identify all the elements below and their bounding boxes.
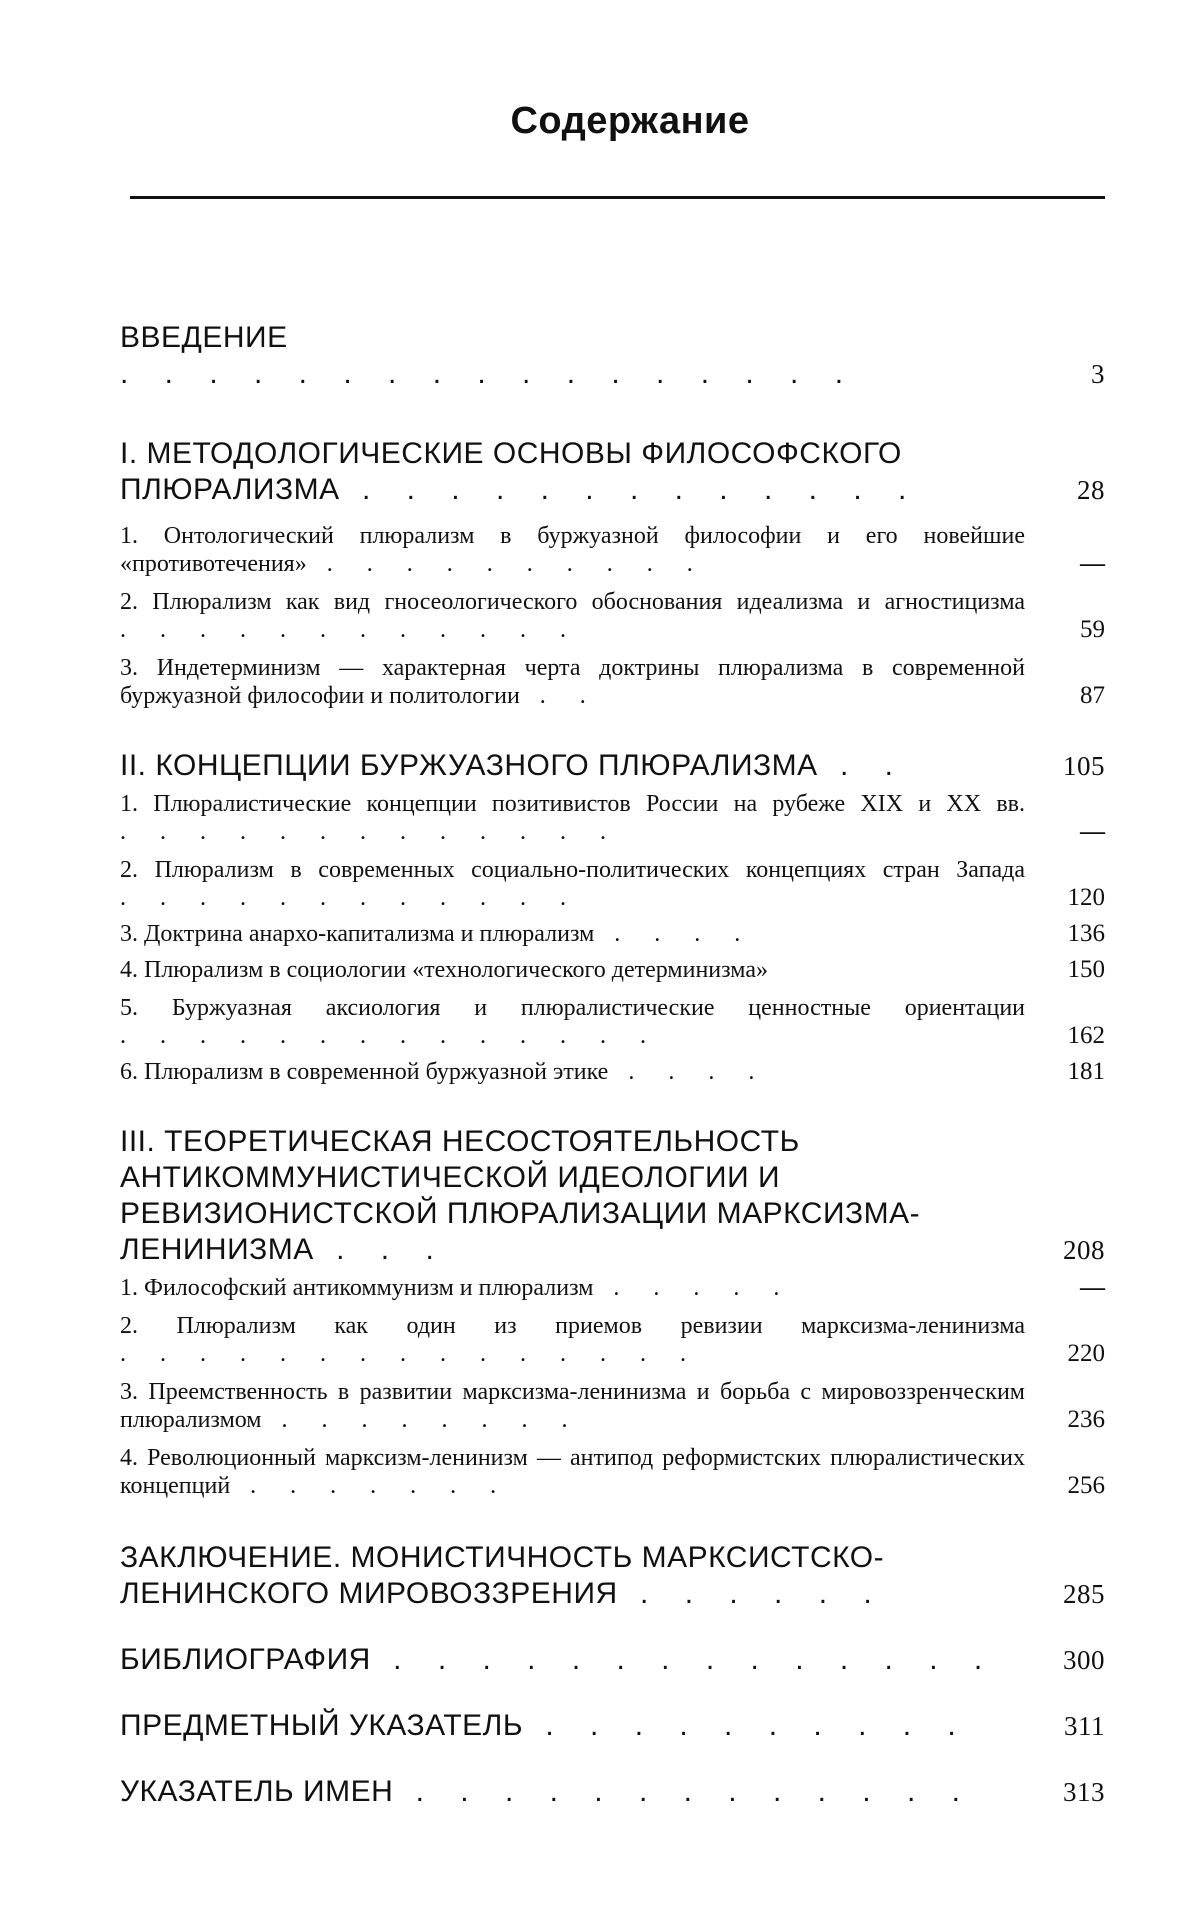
toc-page-number: — [1080,818,1105,845]
dot-leader: . . . . . . . . . . . . [120,617,580,643]
toc-page-number: 136 [1067,920,1105,947]
toc-part-3 [120,1124,1105,1268]
toc-chapter [120,1274,1105,1302]
toc-chapter-label: 3. Доктрина анархо-капитализма и плюрализм [120,921,595,947]
toc-chapter-label: 5. Буржуазная аксиология и плюралистические ценностные ориентации [120,995,1025,1021]
toc-page-number: 256 [1067,1472,1105,1499]
toc-entry-label: ЗАКЛЮЧЕНИЕ. МОНИСТИЧНОСТЬ МАРКСИСТСКО-ЛЕНИНСКОГО МИРОВОЗЗРЕНИЯ [120,1541,885,1610]
toc-chapter [120,920,1105,948]
toc-entry-subject-index [120,1708,1105,1744]
toc-part-heading: II. КОНЦЕПЦИИ БУРЖУАЗНОГО ПЛЮРАЛИЗМА [120,749,818,782]
toc-entry-name-index [120,1774,1105,1810]
toc-page-number: 120 [1067,884,1105,911]
toc-chapter [120,1444,1105,1500]
toc-chapter-label: 1. Философский антикоммунизм и плюрализм [120,1275,594,1301]
dot-leader: . . . . . . . . . . . . . . [120,1023,660,1049]
toc-chapter-label: 4. Революционный марксизм-ленинизм — антипод реформистских плюралистических концепций [120,1445,1025,1499]
toc-page-number: 87 [1080,682,1105,709]
dot-leader: . . . . [608,1059,769,1085]
toc-page-number: 59 [1080,616,1105,643]
toc-page-number: — [1080,550,1105,577]
dot-leader: . . . . . . . . . . . . . [120,819,620,845]
toc-chapter-label: 3. Индетерминизм — характерная черта доктрины плюрализма в современной буржуазной философии и политологии [120,655,1025,709]
toc-entry-intro [120,320,1105,392]
toc-page-number: 208 [1063,1235,1105,1265]
toc-page-number: 300 [1063,1645,1105,1675]
toc-entry-label: ВВЕДЕНИЕ [120,321,288,354]
toc-chapter [120,1058,1105,1086]
dot-leader: . . . . . . . . . . . . . [339,473,921,506]
table-of-contents [120,320,1105,1810]
toc-entry-label: УКАЗАТЕЛЬ ИМЕН [120,1775,394,1808]
dot-leader: . . . . . . . . . . [523,1709,970,1742]
toc-chapter-label: 2. Плюрализм как один из приемов ревизии марксизма-ленинизма [120,1313,1025,1339]
toc-part-2 [120,748,1105,784]
dot-leader: . . . . [594,921,755,947]
title-rule [130,196,1105,199]
toc-chapter [120,1378,1105,1434]
toc-page-number: 311 [1064,1711,1105,1741]
toc-chapter-label: 6. Плюрализм в современной буржуазной этике [120,1059,609,1085]
toc-page-number: 236 [1067,1406,1105,1433]
toc-part-heading: I. МЕТОДОЛОГИЧЕСКИЕ ОСНОВЫ ФИЛОСОФСКОГО ПЛЮРАЛИЗМА [120,437,902,506]
toc-page-number: 162 [1067,1022,1105,1049]
toc-chapter [120,790,1105,846]
toc-page-number: 150 [1067,956,1105,983]
toc-chapter [120,588,1105,644]
toc-part-1 [120,436,1105,508]
toc-chapter [120,1312,1105,1368]
toc-entry-label: ПРЕДМЕТНЫЙ УКАЗАТЕЛЬ [120,1709,524,1742]
toc-chapter-label: 2. Плюрализм в современных социально-политических концепциях стран Запада [120,857,1025,883]
dot-leader: . . . . . . . . [261,1407,582,1433]
dot-leader: . . [817,749,908,782]
toc-chapter-label: 2. Плюрализм как вид гносеологического обоснования идеализма и агностицизма [120,589,1025,615]
toc-page-number: 313 [1063,1777,1105,1807]
toc-page-number: — [1080,1274,1105,1301]
dot-leader: . . . . . . . . . . . . . . . . . [120,357,858,390]
toc-chapter [120,956,1105,984]
toc-chapter-label: 1. Плюралистические концепции позитивистов России на рубеже XIX и XX вв. [120,791,1025,817]
dot-leader: . . . . . . . [230,1473,511,1499]
dot-leader: . . [519,683,600,709]
toc-entry-conclusion [120,1540,1105,1612]
toc-chapter-label: 4. Плюрализм в социологии «технологического детерминизма» [120,957,768,983]
dot-leader: . . . . . [593,1275,794,1301]
toc-page-number: 285 [1063,1579,1105,1609]
dot-leader: . . . . . . . . . . [306,551,707,577]
page-title: Содержание [510,100,750,142]
toc-page-number: 3 [1091,359,1105,389]
toc-page-number: 28 [1077,475,1105,505]
toc-page-number: 105 [1063,751,1105,781]
toc-entry-label: БИБЛИОГРАФИЯ [120,1643,371,1676]
toc-part-heading: III. ТЕОРЕТИЧЕСКАЯ НЕСОСТОЯТЕЛЬНОСТЬ АНТИКОММУНИСТИЧЕСКОЙ ИДЕОЛОГИИ И РЕВИЗИОНИСТСКОЙ ПЛЮРАЛИЗАЦИИ МАРКСИЗМА-ЛЕНИНИЗМА [120,1125,921,1266]
toc-chapter-label: 3. Преемственность в развитии марксизма-ленинизма и борьба с мировоззренческим плюрализмом [120,1379,1025,1433]
toc-chapter-label: 1. Онтологический плюрализм в буржуазной философии и его новейшие «противотечения» [120,523,1025,577]
toc-page-number: 220 [1067,1340,1105,1367]
dot-leader: . . . . . . . . . . . . [120,885,580,911]
dot-leader: . . . [313,1233,448,1266]
toc-chapter [120,522,1105,578]
toc-entry-bibliography [120,1642,1105,1678]
toc-chapter [120,856,1105,912]
toc-chapter [120,994,1105,1050]
dot-leader: . . . . . . . . . . . . . . [370,1643,997,1676]
toc-chapter [120,654,1105,710]
dot-leader: . . . . . . . . . . . . . . . [120,1341,700,1367]
toc-page-number: 181 [1067,1058,1105,1085]
dot-leader: . . . . . . [617,1577,886,1610]
dot-leader: . . . . . . . . . . . . . [393,1775,974,1808]
